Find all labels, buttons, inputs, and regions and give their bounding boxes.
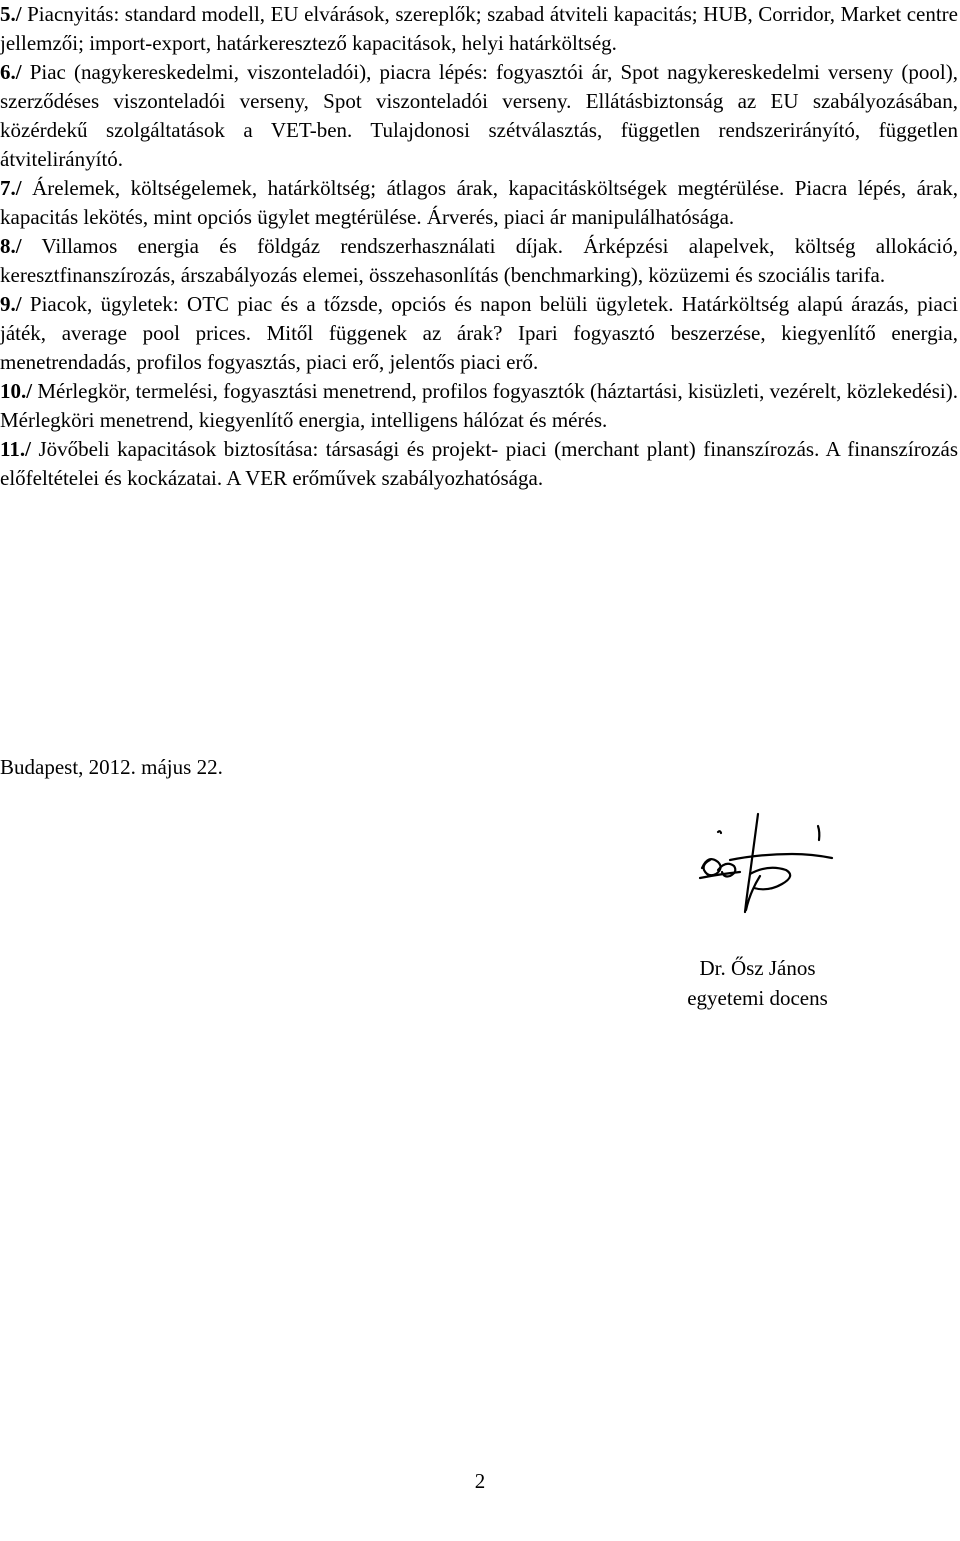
- list-item: [0, 232, 958, 290]
- page-number: 2: [474, 1469, 486, 1493]
- item-text: Piacnyitás: standard modell, EU elvárások, szereplők; szabad átviteli kapacitás; HUB, Corridor, Market centre jellemzői; import-export, határkeresztező kapacitások, helyi határköltség.: [0, 2, 958, 55]
- item-number: 10./: [0, 379, 33, 403]
- signer-block: [640, 953, 875, 1013]
- list-item: [0, 435, 958, 493]
- item-number: 5./: [0, 2, 22, 26]
- place-date: Budapest, 2012. május 22.: [0, 755, 223, 779]
- signer-title: egyetemi docens: [687, 986, 828, 1010]
- item-text: Mérlegkör, termelési, fogyasztási menetrend, profilos fogyasztók (háztartási, kisüzleti, vezérelt, közlekedési). Mérlegköri menetrend, kiegyenlítő energia, intelligens hálózat és mérés.: [0, 379, 958, 432]
- item-text: Árelemek, költségelemek, határköltség; átlagos árak, kapacitásköltségek megtérülése. Piacra lépés, árak, kapacitás lekötés, mint opciós ügylet megtérülése. Árverés, piaci ár manipulálhatósága.: [0, 176, 958, 229]
- item-text: Jövőbeli kapacitások biztosítása: társasági és projekt- piaci (merchant plant) finanszírozás. A finanszírozás előfeltételei és kockázatai. A VER erőművek szabályozhatósága.: [0, 437, 958, 490]
- item-number: 11./: [0, 437, 31, 461]
- list-item: [0, 174, 958, 232]
- item-number: 8./: [0, 234, 22, 258]
- item-number: 9./: [0, 292, 22, 316]
- list-item: [0, 290, 958, 377]
- item-text: Piacok, ügyletek: OTC piac és a tőzsde, opciós és napon belüli ügyletek. Határköltség alapú árazás, piaci játék, average pool prices. Mitől függenek az árak? Ipari fogyasztó beszerzése, kiegyenlítő energia, menetrendadás, profilos fogyasztás, piaci erő, jelentős piaci erő.: [0, 292, 958, 374]
- item-number: 7./: [0, 176, 22, 200]
- item-text: Piac (nagykereskedelmi, viszonteladói), piacra lépés: fogyasztói ár, Spot nagykereskedelmi verseny (pool), szerződéses viszonteladói verseny, Spot viszonteladói verseny. Ellátásbiztonság az EU szabályozásában, közérdekű szolgáltatások a VET-ben. Tulajdonosi szétválasztás, független rendszerirányító, független átvitelirányító.: [0, 60, 958, 171]
- list-item: [0, 377, 958, 435]
- list-item: [0, 0, 958, 58]
- signer-name: Dr. Ősz János: [699, 956, 816, 980]
- list-item: [0, 58, 958, 174]
- item-number: 6./: [0, 60, 22, 84]
- signature-image: [690, 808, 870, 928]
- item-text: Villamos energia és földgáz rendszerhasználati díjak. Árképzési alapelvek, költség allokáció, keresztfinanszírozás, árszabályozás elemei, összehasonlítás (benchmarking), közüzemi és szociális tarifa.: [0, 234, 958, 287]
- document-body: [0, 0, 958, 493]
